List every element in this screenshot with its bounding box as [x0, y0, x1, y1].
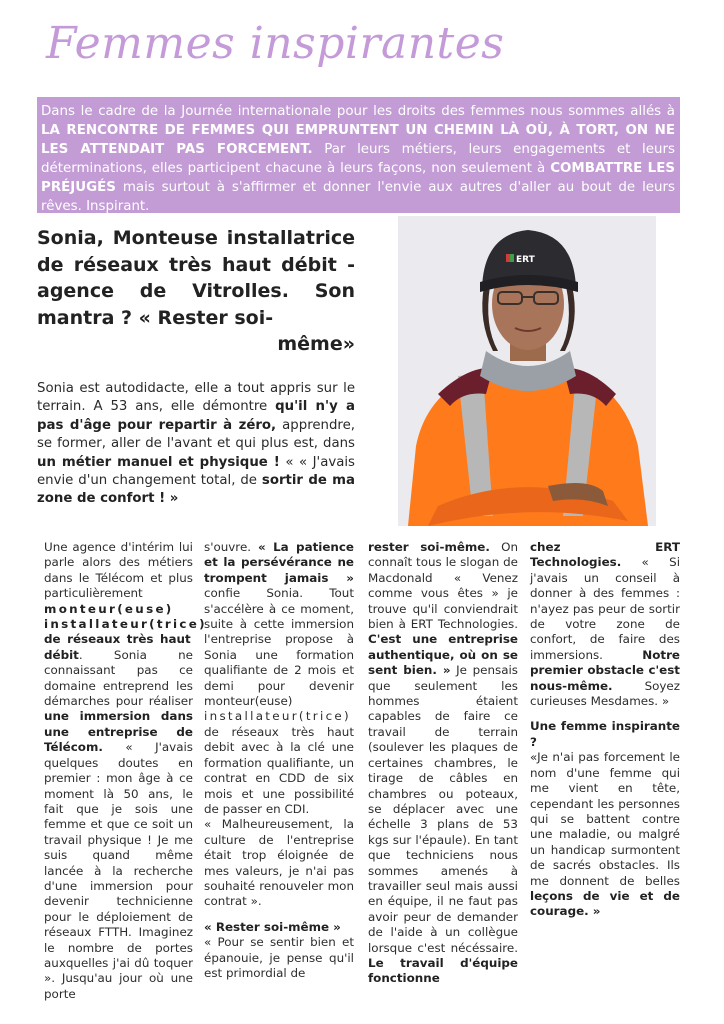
- lede-bold: qu'il n'y a pas d'âge pour repartir à zéro,: [37, 399, 355, 433]
- lede-bold: un métier manuel et physique !: [37, 454, 280, 470]
- text: «Je n'ai pas forcement le nom d'une femme qui me vient en tête, cependant les personnes qui se battent contre une maladie, ou malgré un handicap surmontent de sacrés obstacles. Ils me donnent de belles: [530, 750, 680, 888]
- bold-text: chez ERT Technologies.: [530, 540, 680, 570]
- ert-logo-text: ERT: [516, 255, 535, 265]
- page-title: Femmes inspirantes: [46, 18, 505, 69]
- intro-box: [37, 97, 680, 213]
- text: de réseaux très haut debit avec à la clé une formation qualifiante, un contrat en CDD de six mois et une possibilité de passer en CDI.: [204, 724, 354, 816]
- paragraph: « Malheureusement, la culture de l'entreprise était trop éloignée de mes valeurs, je n'ai pas souhaité renouveler mon contrat ».: [204, 817, 354, 909]
- section-heading: « Rester soi-même »: [204, 919, 341, 934]
- article-body: [37, 540, 683, 1001]
- text: Une agence d'intérim lui parle alors des métiers dans le Télécom et plus particulièrement: [44, 540, 193, 601]
- bold-text: une immersion dans une entreprise de Télécom.: [44, 709, 193, 755]
- text: On connaît tous le slogan de Macdonald « Venez comme vous êtes » je trouve qu'il conviendrait bien à ERT Technologies.: [368, 540, 518, 632]
- paragraph: « Pour se sentir bien et épanouie, je pense qu'il est primordial de: [204, 935, 354, 980]
- paragraph: [204, 540, 354, 817]
- text: . Sonia ne connaissant pas ce domaine entreprend les démarches pour réaliser: [44, 647, 193, 709]
- bold-text: C'est une entreprise authentique, où on se sent bien. »: [368, 632, 518, 678]
- text: confie Sonia. Tout s'accélère à ce moment, suite à cette immersion l'entreprise propose à Sonia une formation qualifiante de 2 mois et demi pour devenir monteur(euse): [204, 586, 354, 709]
- column-3: [368, 540, 518, 987]
- paragraph: [530, 540, 680, 709]
- bold-text: de réseaux très haut débit: [44, 632, 191, 662]
- article-headline: [37, 225, 355, 358]
- paragraph: [530, 750, 680, 919]
- bold-text: Notre premier obstacle c'est nous-même.: [530, 647, 680, 693]
- lede-text: Sonia est autodidacte, elle a tout appris sur le terrain. A 53 ans, elle démontre: [37, 381, 355, 415]
- text: Je pensais que seulement les hommes étaient capables de faire ce travail de terrain (soulever les plaques de certaines chambres, le tirage de câbles en chambres ou poteaux, se déplacer avec une échelle 3 plans de 53 kgs sur l'épaule). En tant que techniciens nous sommes amenés à travailler seul mais aussi en équipe, il ne faut pas avoir peur de demander de l'aide à un collègue lorsque c'est nécéssaire.: [368, 663, 518, 955]
- text: « J'avais quelques doutes en premier : mon âge à ce moment là 50 ans, le fait que je sois une femme et que ce soit un travail physique ! Je me suis quand même lancée à la recherche d'une immersion pour devenir technicienne pour le déploiement de réseaux FTTH. Imaginez le nombre de portes auxquelles j'ai dû toquer ». Jusqu'au jour où une porte: [44, 740, 193, 1001]
- column-4: [530, 540, 680, 920]
- text: « Si j'avais un conseil à donner à des femmes : n'ayez pas peur de sortir de votre zone de confort, de faire des immersions.: [530, 555, 680, 662]
- paragraph: [368, 540, 518, 987]
- bold-text: « La patience et la persévérance ne trompent jamais »: [204, 540, 354, 585]
- paragraph: [44, 540, 207, 1002]
- headline-end: même»: [277, 333, 355, 355]
- intro-highlight: COMBATTRE LES PRÉJUGÉS: [41, 161, 676, 195]
- lede-bold: sortir de ma zone de confort ! »: [37, 473, 356, 507]
- lede-text: apprendre, se former, aller de l'avant et qui plus est, dans: [37, 417, 355, 452]
- intro-highlight: LA RENCONTRE DE FEMMES QUI EMPRUNTENT UN CHEMIN LÀ OÙ, À TORT, ON NE LES ATTENDAIT PAS FORCEMENT.: [41, 123, 675, 157]
- lede-text: « « J'avais envie d'un changement total, de: [37, 454, 355, 489]
- bold-text: rester soi-même.: [368, 540, 490, 554]
- portrait-illustration: [398, 216, 656, 526]
- intro-text: Par leurs métiers, leurs engagements et leurs déterminations, elles participent chacune à leurs façons, non seulement à: [41, 142, 675, 176]
- bold-text: monteur(euse) installateur(trice): [44, 601, 207, 632]
- bold-text: leçons de vie et de courage. »: [530, 888, 680, 919]
- text: Soyez curieuses Mesdames. »: [530, 678, 680, 709]
- portrait-photo: [398, 216, 656, 526]
- intro-text: mais surtout à s'affirmer et donner l'envie aux autres d'aller au bout de leurs rêves. Inspirant.: [41, 180, 675, 214]
- section-heading: Une femme inspirante ?: [530, 719, 680, 749]
- headline-text: Sonia, Monteuse installatrice de réseaux très haut débit - agence de Vitrolles. Son mantra ? « Rester soi-: [37, 227, 355, 329]
- bold-text: Le travail d'équipe fonctionne: [368, 955, 518, 986]
- column-2: [204, 540, 354, 981]
- text: installateur(trice): [204, 709, 351, 724]
- text: s'ouvre.: [204, 540, 259, 554]
- intro-text: Dans le cadre de la Journée internationale pour les droits des femmes nous sommes allés à: [41, 104, 675, 119]
- lede-paragraph: [37, 380, 355, 509]
- column-1: [44, 540, 207, 1002]
